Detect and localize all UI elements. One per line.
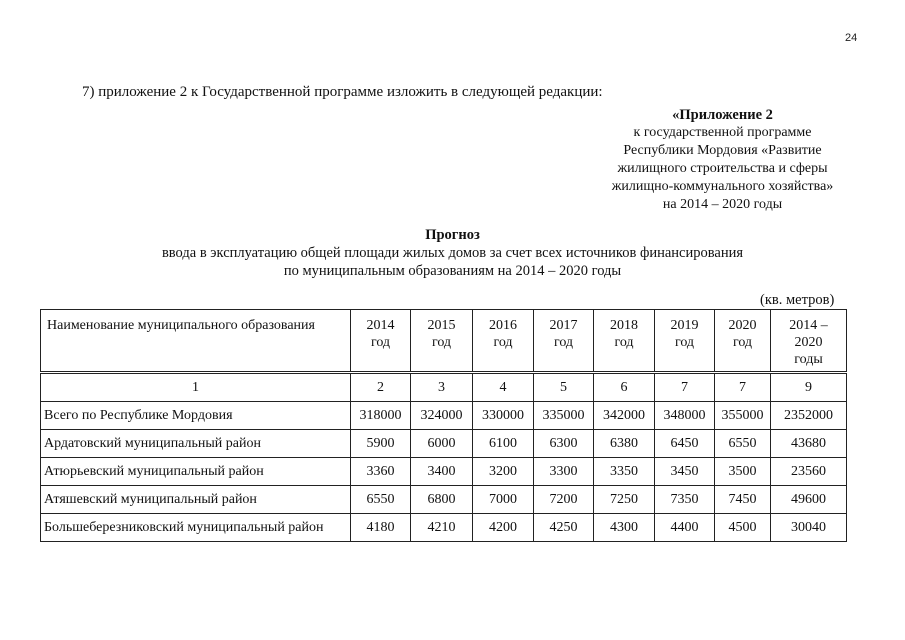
value-cell: 330000: [473, 402, 534, 430]
value-cell: 6450: [655, 430, 715, 458]
appendix-line: жилищного строительства и сферы: [617, 161, 828, 176]
value-cell: 4180: [351, 514, 411, 542]
value-cell: 4210: [411, 514, 473, 542]
units-label: (кв. метров): [760, 292, 835, 308]
table-header-row: [41, 310, 847, 373]
value-cell: 5900: [351, 430, 411, 458]
appendix-line: на 2014 – 2020 годы: [662, 197, 783, 212]
header-year: 2020 год: [715, 310, 771, 373]
value-cell: 4250: [534, 514, 594, 542]
value-cell: 6300: [534, 430, 594, 458]
value-cell: 3450: [655, 458, 715, 486]
header-year: 2015 год: [411, 310, 473, 373]
header-total: 2014 – 2020 годы: [771, 310, 847, 373]
column-number: 7: [655, 373, 715, 402]
appendix-title: «Приложение 2: [672, 107, 773, 123]
column-number: 3: [411, 373, 473, 402]
value-cell: 3200: [473, 458, 534, 486]
value-cell: 318000: [351, 402, 411, 430]
appendix-line: жилищно-коммунального хозяйства»: [611, 179, 834, 194]
value-cell: 342000: [594, 402, 655, 430]
table-row: [41, 430, 847, 458]
value-cell: 6550: [715, 430, 771, 458]
municipality-name: Большеберезниковский муниципальный район: [41, 514, 351, 542]
forecast-heading: [100, 226, 805, 280]
value-cell: 335000: [534, 402, 594, 430]
value-cell: 4200: [473, 514, 534, 542]
value-cell: 6800: [411, 486, 473, 514]
table-row: [41, 486, 847, 514]
column-number: 5: [534, 373, 594, 402]
value-cell: 355000: [715, 402, 771, 430]
appendix-block: [600, 106, 845, 214]
table-row: [41, 402, 847, 430]
column-number-row: [41, 373, 847, 402]
value-cell: 4500: [715, 514, 771, 542]
total-cell: 23560: [771, 458, 847, 486]
value-cell: 6000: [411, 430, 473, 458]
header-year: 2018 год: [594, 310, 655, 373]
column-number: 2: [351, 373, 411, 402]
value-cell: 3400: [411, 458, 473, 486]
heading-line-2: по муниципальным образованиям на 2014 – 2020 годы: [283, 263, 622, 279]
value-cell: 6380: [594, 430, 655, 458]
municipality-name: Ардатовский муниципальный район: [41, 430, 351, 458]
appendix-line: к государственной программе: [633, 125, 812, 140]
appendix-line: Республики Мордовия «Развитие: [623, 143, 822, 158]
column-number: 6: [594, 373, 655, 402]
municipality-name: Атяшевский муниципальный район: [41, 486, 351, 514]
column-number: 1: [41, 373, 351, 402]
total-cell: 43680: [771, 430, 847, 458]
column-number: 4: [473, 373, 534, 402]
value-cell: 3500: [715, 458, 771, 486]
value-cell: 7000: [473, 486, 534, 514]
total-cell: 2352000: [771, 402, 847, 430]
value-cell: 348000: [655, 402, 715, 430]
value-cell: 7450: [715, 486, 771, 514]
page-number: 24: [845, 32, 858, 44]
value-cell: 6100: [473, 430, 534, 458]
value-cell: 4400: [655, 514, 715, 542]
intro-text: 7) приложение 2 к Государственной программе изложить в следующей редакции:: [82, 84, 603, 100]
value-cell: 3350: [594, 458, 655, 486]
value-cell: 7350: [655, 486, 715, 514]
header-year: 2014 год: [351, 310, 411, 373]
column-number: 7: [715, 373, 771, 402]
value-cell: 7200: [534, 486, 594, 514]
forecast-table: [40, 309, 847, 542]
total-cell: 30040: [771, 514, 847, 542]
value-cell: 3300: [534, 458, 594, 486]
header-year: 2016 год: [473, 310, 534, 373]
table-row: [41, 514, 847, 542]
table-row: [41, 458, 847, 486]
header-year: 2017 год: [534, 310, 594, 373]
municipality-name: Атюрьевский муниципальный район: [41, 458, 351, 486]
header-name: Наименование муниципального образования: [41, 310, 351, 373]
value-cell: 7250: [594, 486, 655, 514]
heading-line-1: ввода в эксплуатацию общей площади жилых домов за счет всех источников финансирования: [161, 245, 744, 261]
value-cell: 3360: [351, 458, 411, 486]
value-cell: 324000: [411, 402, 473, 430]
municipality-name: Всего по Республике Мордовия: [41, 402, 351, 430]
column-number: 9: [771, 373, 847, 402]
total-cell: 49600: [771, 486, 847, 514]
heading-title: Прогноз: [425, 227, 480, 243]
value-cell: 4300: [594, 514, 655, 542]
header-year: 2019 год: [655, 310, 715, 373]
value-cell: 6550: [351, 486, 411, 514]
